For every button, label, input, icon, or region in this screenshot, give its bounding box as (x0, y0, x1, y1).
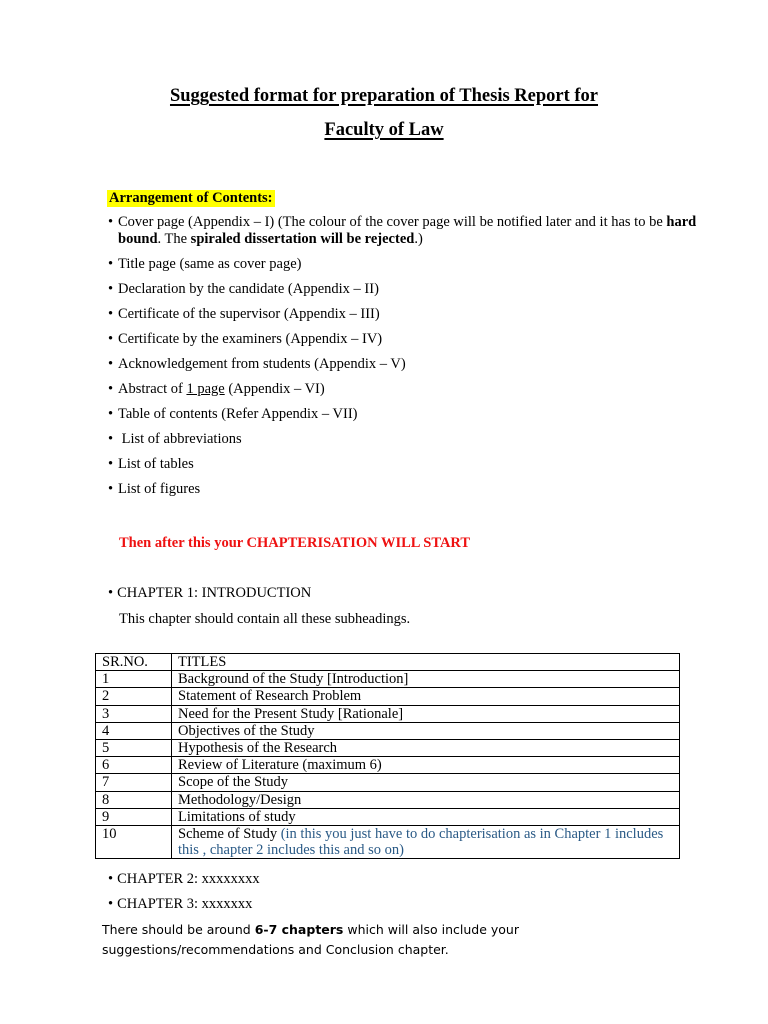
list-item (108, 256, 713, 273)
table-cell-title: Scope of the Study (172, 774, 680, 791)
table-cell-title: Need for the Present Study [Rationale] (172, 705, 680, 722)
column-header-srno: SR.NO. (96, 654, 172, 671)
list-item-text: List of tables (118, 456, 194, 472)
table-cell-num: 7 (96, 774, 172, 791)
list-item-text: Certificate of the supervisor (Appendix – III) (118, 306, 380, 322)
cover-page-bold-hard-bound: hard bound (118, 214, 697, 247)
chapter1-subtext: This chapter should contain all these subheadings. (119, 611, 411, 627)
bullet-icon: • (108, 481, 114, 497)
table-cell-title: Hypothesis of the Research (172, 740, 680, 757)
list-item-text: Title page (same as cover page) (118, 256, 302, 272)
cover-page-bold-rejected: spiraled dissertation will be rejected (190, 231, 415, 247)
table-row (96, 826, 680, 859)
list-item-text: Declaration by the candidate (Appendix – II) (118, 281, 379, 297)
final-note (102, 920, 622, 960)
arrangement-heading-text: Arrangement of Contents: (109, 190, 273, 206)
table-cell-title: Statement of Research Problem (172, 688, 680, 705)
cover-page-text-3: .) (414, 231, 423, 247)
contents-list (108, 214, 713, 506)
scheme-of-study-note: (in this you just have to do chapterisation as in Chapter 1 includes this , chapter 2 includes this and so on) (178, 826, 664, 859)
bullet-icon: • (108, 214, 114, 230)
list-item (108, 406, 713, 423)
table-cell-title: Objectives of the Study (172, 722, 680, 739)
bullet-icon: • (108, 456, 114, 472)
list-item (108, 214, 713, 248)
chapter2-text: CHAPTER 2: xxxxxxxx (117, 871, 260, 887)
table-cell-num: 9 (96, 808, 172, 825)
list-item (108, 331, 713, 348)
table-cell-num: 10 (96, 826, 172, 859)
table-header-row (96, 654, 680, 671)
bullet-icon: • (108, 871, 114, 887)
table-row (96, 808, 680, 825)
table-cell-num: 4 (96, 722, 172, 739)
table-row (96, 791, 680, 808)
table-row (96, 671, 680, 688)
table-row (96, 740, 680, 757)
list-item-text: Acknowledgement from students (Appendix – V) (118, 356, 406, 372)
table-cell-num: 8 (96, 791, 172, 808)
abstract-underlined: 1 page (186, 381, 225, 397)
bullet-icon: • (108, 331, 114, 347)
bullet-icon: • (108, 281, 114, 297)
table-row (96, 757, 680, 774)
abstract-text: Abstract of (118, 381, 187, 397)
document-title-line1: Suggested format for preparation of Thesis Report for (169, 86, 599, 106)
subheadings-table (95, 653, 680, 859)
list-item (108, 356, 713, 373)
bullet-icon: • (108, 306, 114, 322)
bullet-icon: • (108, 406, 114, 422)
table-row (96, 722, 680, 739)
final-note-text: There should be around (102, 922, 255, 937)
abstract-text-2: (Appendix – VI) (224, 381, 325, 397)
final-note-bold: 6-7 chapters (254, 922, 344, 937)
table-cell-num: 6 (96, 757, 172, 774)
list-item-text: List of abbreviations (118, 431, 242, 447)
chapter3-text: CHAPTER 3: xxxxxxx (117, 896, 253, 912)
bullet-icon: • (108, 585, 114, 601)
chapterisation-note: Then after this your CHAPTERISATION WILL START (119, 535, 471, 551)
chapter1-heading-text: CHAPTER 1: INTRODUCTION (117, 585, 312, 601)
list-item (108, 431, 713, 448)
list-item-text: Table of contents (Refer Appendix – VII) (118, 406, 358, 422)
chapter1-heading (108, 585, 311, 602)
list-item (108, 456, 713, 473)
table-row (96, 705, 680, 722)
chapter3-heading (108, 896, 252, 913)
table-row (96, 688, 680, 705)
final-note-text-2: which will also include your suggestions/recommendations and Conclusion chapter. (102, 922, 519, 957)
scheme-of-study-text: Scheme of Study (178, 826, 281, 843)
column-header-titles: TITLES (172, 654, 680, 671)
table-cell-num: 1 (96, 671, 172, 688)
bullet-icon: • (108, 381, 114, 397)
list-item (108, 381, 713, 398)
table-cell-title: Methodology/Design (172, 791, 680, 808)
table-cell-title: Limitations of study (172, 808, 680, 825)
bullet-icon: • (108, 431, 114, 447)
table-cell-title: Background of the Study [Introduction] (172, 671, 680, 688)
arrangement-heading (107, 190, 275, 207)
list-item-text: Certificate by the examiners (Appendix – IV) (118, 331, 383, 347)
list-item (108, 306, 713, 323)
list-item-text: List of figures (118, 481, 201, 497)
document-title-line2: Faculty of Law (324, 120, 444, 140)
bullet-icon: • (108, 256, 114, 272)
table-row (96, 774, 680, 791)
bullet-icon: • (108, 356, 114, 372)
list-item (108, 281, 713, 298)
table-cell-num: 5 (96, 740, 172, 757)
list-item (108, 481, 713, 498)
table-cell-num: 2 (96, 688, 172, 705)
chapter2-heading (108, 871, 260, 888)
bullet-icon: • (108, 896, 114, 912)
table-cell-num: 3 (96, 705, 172, 722)
cover-page-text: Cover page (Appendix – I) (The colour of the cover page will be notified later and it has to be (118, 214, 667, 230)
table-cell-title (172, 826, 680, 859)
cover-page-text-2: . The (157, 231, 191, 247)
table-cell-title: Review of Literature (maximum 6) (172, 757, 680, 774)
